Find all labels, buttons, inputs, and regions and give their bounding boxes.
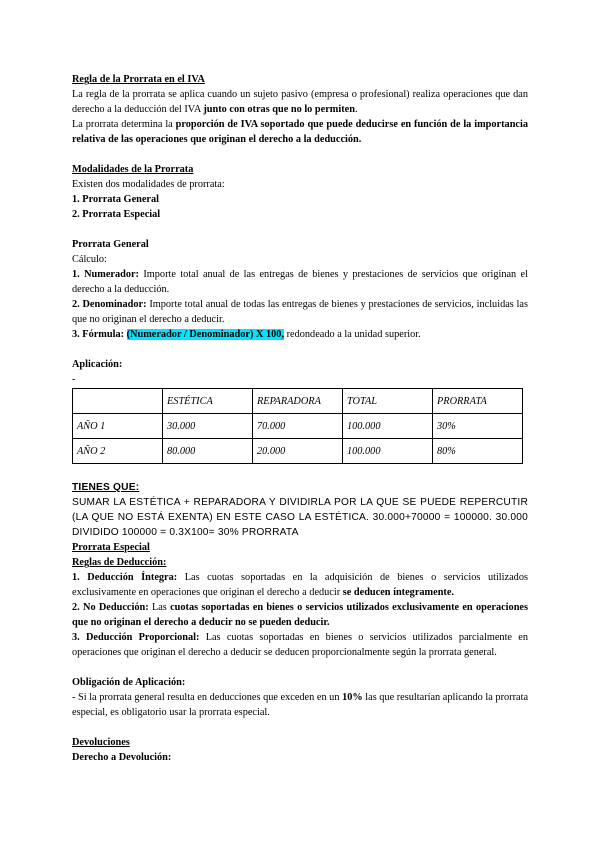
- document-page: [72, 72, 528, 765]
- table-cell: 80.000: [163, 439, 253, 464]
- paragraph-regla-2: [72, 117, 528, 147]
- text: La prorrata determina la: [72, 119, 176, 130]
- bold-text: proporción de IVA soportado que puede deducirse en función de la importancia relativa de las operaciones que originan el derecho a la deducción.: [72, 119, 528, 145]
- heading-devoluciones: Devoluciones: [72, 737, 130, 748]
- dash: -: [72, 374, 76, 385]
- bold-text: 10%: [342, 692, 363, 703]
- derecho-devolucion-heading: Derecho a Devolución:: [72, 752, 172, 763]
- prorrata-table: [72, 388, 523, 464]
- reglas-deduccion-heading: Reglas de Deducción:: [72, 557, 167, 568]
- table-row: [73, 414, 523, 439]
- regla-deduccion-proporcional: [72, 630, 528, 660]
- calculo-label: Cálculo:: [72, 254, 107, 265]
- table-cell: 20.000: [253, 439, 343, 464]
- text: las que resultarían aplicando la prorrata especial, es obligatorio usar la prorrata especial.: [72, 692, 529, 718]
- table-cell: AÑO 2: [73, 439, 163, 464]
- modalidades-intro: Existen dos modalidades de prorrata:: [72, 179, 225, 190]
- regla-no-deduccion: [72, 600, 528, 630]
- text: Las cuotas soportadas en bienes o servicios utilizados parcialmente en operaciones que originan el derecho a deducir se deducen proporcionalmente según la prorrata general.: [72, 632, 528, 658]
- table-cell: PRORRATA: [433, 389, 523, 414]
- table-cell: 30%: [433, 414, 523, 439]
- table-header-row: [73, 389, 523, 414]
- heading-regla-prorrata: Regla de la Prorrata en el IVA: [72, 74, 205, 85]
- heading-aplicacion: Aplicación:: [72, 359, 123, 370]
- table-cell: 80%: [433, 439, 523, 464]
- obligacion-text: [72, 690, 528, 720]
- bold-text: cuotas soportadas en bienes o servicios utilizados exclusivamente en operaciones que no originan el derecho a deducir no se pueden deducir.: [72, 602, 528, 628]
- text: .: [354, 104, 358, 115]
- numerador-item: [72, 267, 528, 297]
- regla-label: 2. No Deducción:: [72, 602, 149, 613]
- bold-text: se deducen íntegramente.: [342, 587, 454, 598]
- table-cell: [73, 389, 163, 414]
- numerador-text: Importe total anual de las entregas de bienes y prestaciones de servicios que originan el derecho a la deducción.: [72, 269, 528, 295]
- regla-label: 1. Deducción Íntegra:: [72, 572, 178, 583]
- heading-prorrata-especial: Prorrata Especial: [72, 542, 150, 553]
- text: Las: [148, 602, 171, 613]
- table-row: [73, 439, 523, 464]
- heading-modalidades: Modalidades de la Prorrata: [72, 164, 194, 175]
- paragraph-regla-1: [72, 87, 528, 117]
- formula-highlight: (Numerador / Denominador) X 100,: [126, 329, 285, 340]
- denominador-label: 2. Denominador:: [72, 299, 147, 310]
- text: - Si la prorrata general resulta en deducciones que exceden en un: [72, 692, 343, 703]
- table-cell: 100.000: [343, 414, 433, 439]
- formula-label: 3. Fórmula:: [72, 329, 127, 340]
- heading-tienes-que: TIENES QUE:: [72, 482, 140, 493]
- denominador-item: [72, 297, 528, 327]
- tienes-que-text: SUMAR LA ESTÉTICA + REPARADORA Y DIVIDIRLA POR LA QUE SE PUEDE REPERCUTIR (LA QUE NO ESTÁ EXENTA) EN ESTE CASO LA ESTÉTICA. 30.000+70000 = 100000. 30.000 DIVIDIDO 100000 = 0.3X100= 30% PRORRATA: [72, 497, 528, 538]
- heading-prorrata-general: Prorrata General: [72, 239, 149, 250]
- table-cell: AÑO 1: [73, 414, 163, 439]
- table-cell: TOTAL: [343, 389, 433, 414]
- bold-text: junto con otras que no lo permiten: [203, 104, 355, 115]
- numerador-label: 1. Numerador:: [72, 269, 139, 280]
- regla-deduccion-integra: [72, 570, 528, 600]
- formula-item: [72, 327, 528, 342]
- table-cell: 30.000: [163, 414, 253, 439]
- table-cell: 100.000: [343, 439, 433, 464]
- table-cell: REPARADORA: [253, 389, 343, 414]
- formula-text: redondeado a la unidad superior.: [284, 329, 421, 340]
- table-cell: ESTÉTICA: [163, 389, 253, 414]
- modalidad-item-1: 1. Prorrata General: [72, 194, 160, 205]
- text: La regla de la prorrata se aplica cuando un sujeto pasivo (empresa o profesional) realiza operaciones que dan derecho a la deducción del IVA: [72, 89, 528, 115]
- heading-obligacion: Obligación de Aplicación:: [72, 677, 186, 688]
- denominador-text: Importe total anual de todas las entregas de bienes y prestaciones de servicios, incluidas las que no originan el derecho a deducir.: [72, 299, 528, 325]
- regla-label: 3. Deducción Proporcional:: [72, 632, 200, 643]
- table-cell: 70.000: [253, 414, 343, 439]
- text: Las cuotas soportadas en la adquisición de bienes o servicios utilizados exclusivamente en operaciones que originan el derecho a deducir: [72, 572, 528, 598]
- modalidad-item-2: 2. Prorrata Especial: [72, 209, 161, 220]
